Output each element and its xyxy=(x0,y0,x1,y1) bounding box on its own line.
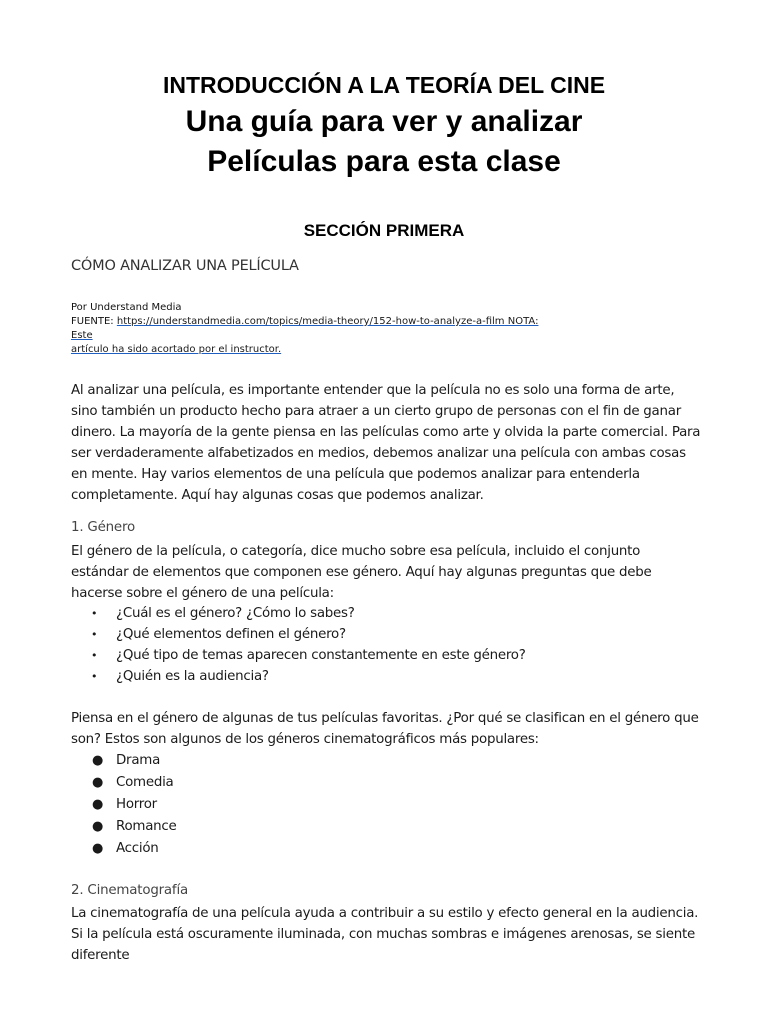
byline: Por Understand Media xyxy=(71,302,182,313)
list-item: ● Comedia xyxy=(71,772,176,794)
bullet-icon: ● xyxy=(92,775,104,790)
note-part-1: NOTA: Este xyxy=(71,316,539,341)
intro-paragraph: Al analizar una película, es importante entender que la película no es solo una forma de arte, sino también un producto hecho para atraer a un cierto grupo de personas con el fin de ganar dinero. La mayoría de la gente piensa en las películas como arte y olvida la parte comercial. Para ser verdaderamente alfabetizados en medios, debemos analizar una película con ambas cosas en mente. Hay varios elementos de una película que podemos analizar para entenderla completamente. Aquí hay algunas cosas que podemos analizar. xyxy=(71,383,701,503)
list-item: ● Horror xyxy=(71,794,176,816)
genres-list xyxy=(71,750,176,860)
genre-paragraph: El género de la película, o categoría, dice mucho sobre esa película, incluido el conjunto estándar de elementos que componen ese género. Aquí hay algunas preguntas que debe hacerse sobre el género de una película: xyxy=(71,544,652,601)
note-part-2: artículo ha sido acortado por el instructor. xyxy=(71,344,282,355)
bullet-icon: • xyxy=(91,607,98,620)
source-label: FUENTE: xyxy=(71,316,117,327)
bullet-icon: ● xyxy=(92,797,104,812)
list-item: • ¿Qué elementos definen el género? xyxy=(71,624,526,645)
subtitle-line-2: Películas para esta clase xyxy=(207,145,561,178)
bullet-icon: ● xyxy=(92,753,104,768)
article-meta xyxy=(71,301,541,357)
genre-questions-list xyxy=(71,603,526,687)
bullet-icon: • xyxy=(91,628,98,641)
article-heading: CÓMO ANALIZAR UNA PELÍCULA xyxy=(71,258,299,274)
subtitle-line-1: Una guía para ver y analizar xyxy=(185,105,583,138)
bullet-icon: • xyxy=(91,670,98,683)
genre-heading: 1. Género xyxy=(71,520,135,535)
bullet-icon: • xyxy=(91,649,98,662)
genre-paragraph-2: Piensa en el género de algunas de tus películas favoritas. ¿Por qué se clasifican en el género que son? Estos son algunos de los géneros cinematográficos más populares: xyxy=(71,711,699,747)
bullet-icon: ● xyxy=(92,841,104,856)
list-item: ● Acción xyxy=(71,838,176,860)
source-line xyxy=(71,315,541,357)
course-title: INTRODUCCIÓN A LA TEORÍA DEL CINE xyxy=(162,72,606,98)
list-item: ● Romance xyxy=(71,816,176,838)
list-item: ● Drama xyxy=(71,750,176,772)
cinematography-paragraph: La cinematografía de una película ayuda a contribuir a su estilo y efecto general en la audiencia. Si la película está oscuramente iluminada, con muchas sombras e imágenes arenosas, se siente diferente xyxy=(71,906,699,963)
bullet-icon: ● xyxy=(92,819,104,834)
cinematography-heading: 2. Cinematografía xyxy=(71,883,188,898)
section-title: SECCIÓN PRIMERA xyxy=(303,221,465,240)
list-item: • ¿Cuál es el género? ¿Cómo lo sabes? xyxy=(71,603,526,624)
source-link[interactable]: https://understandmedia.com/topics/media-theory/152-how-to-analyze-a-film NOTA: Este artículo ha sido acortado por el instructor. xyxy=(71,316,539,355)
list-item: • ¿Qué tipo de temas aparecen constantemente en este género? xyxy=(71,645,526,666)
list-item: • ¿Quién es la audiencia? xyxy=(71,666,526,687)
document-subtitle xyxy=(0,102,768,182)
